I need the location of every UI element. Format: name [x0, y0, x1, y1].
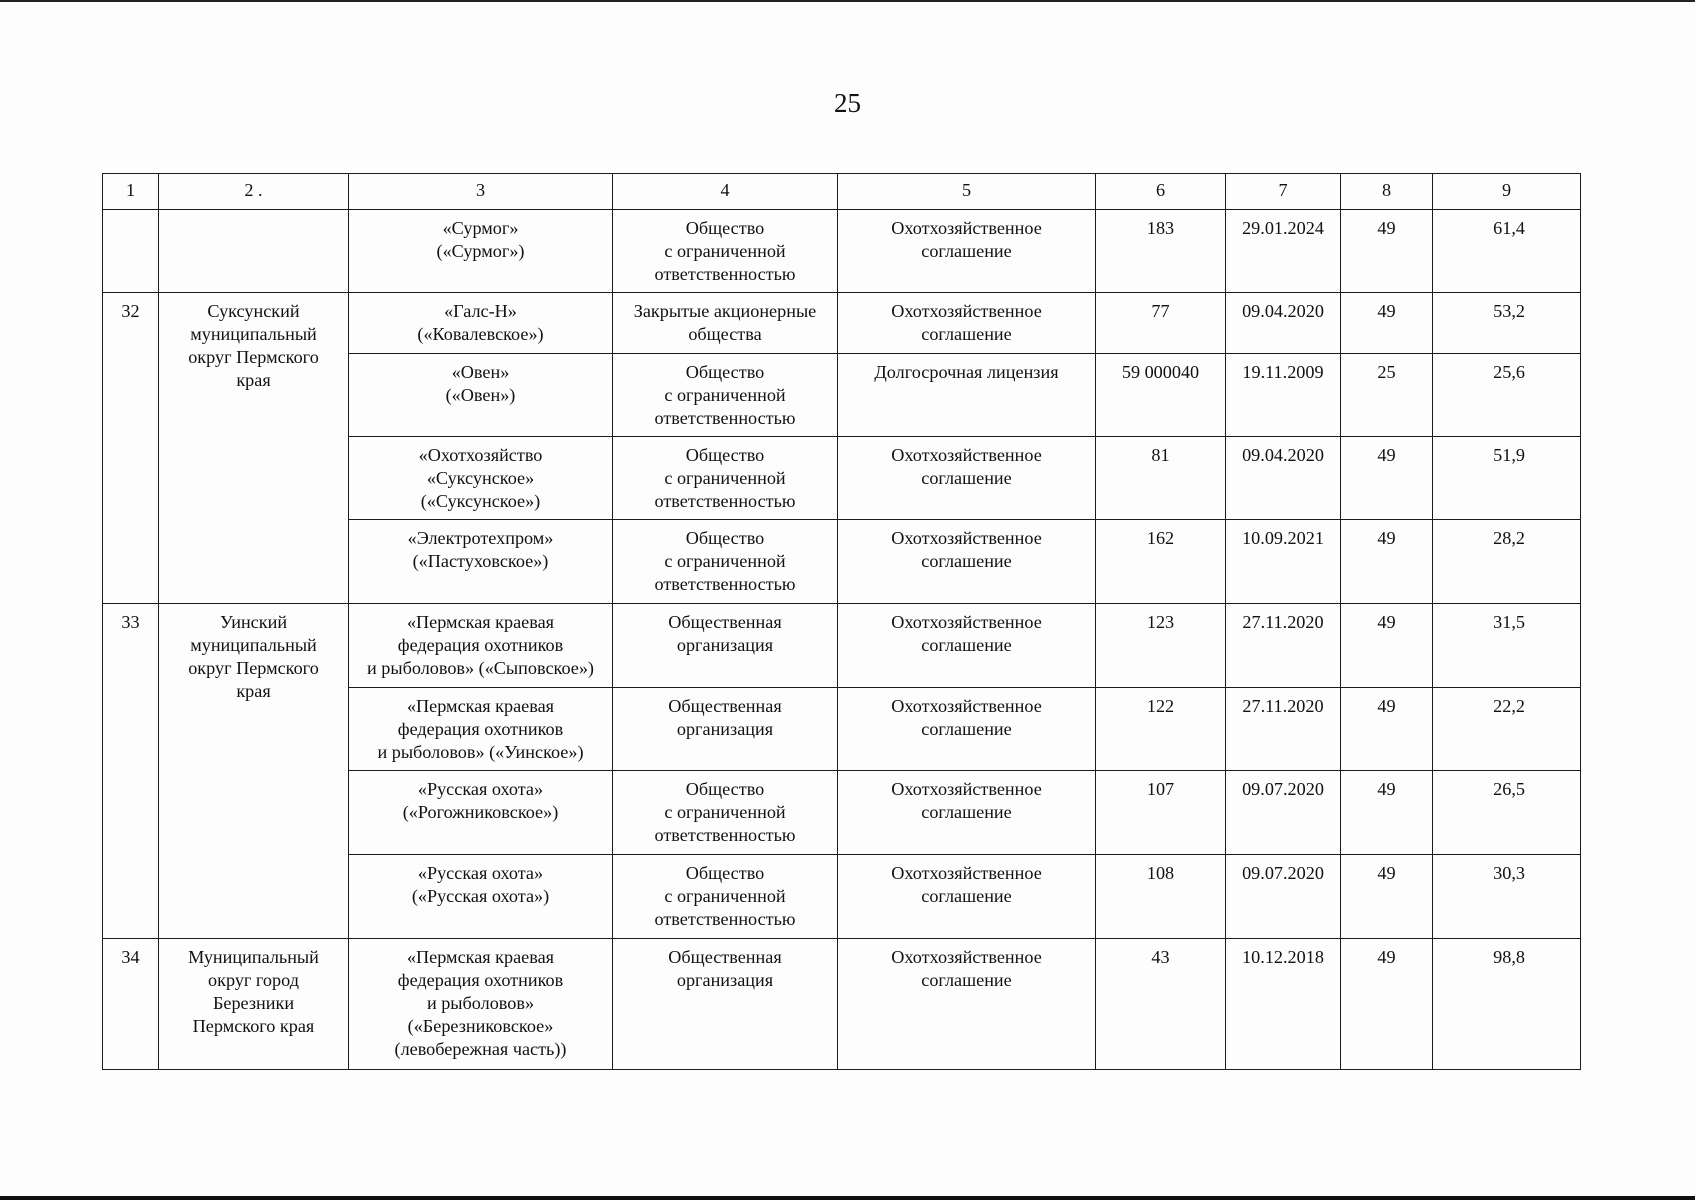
header-cell: 4	[613, 174, 838, 210]
hunting-ground-cell: «Русская охота» («Русская охота»)	[349, 855, 613, 939]
document-type-cell: Охотхозяйственное соглашение	[838, 771, 1096, 855]
district-cell	[159, 210, 349, 293]
document-type-cell: Охотхозяйственное соглашение	[838, 437, 1096, 520]
area-cell: 51,9	[1433, 437, 1581, 520]
organization-type-cell: Общество с ограниченной ответственностью	[613, 437, 838, 520]
area-cell: 31,5	[1433, 604, 1581, 688]
term-cell: 49	[1341, 771, 1433, 855]
document-date-cell: 09.04.2020	[1226, 293, 1341, 354]
document-number-cell: 123	[1096, 604, 1226, 688]
document-number-cell: 59 000040	[1096, 354, 1226, 437]
document-type-cell: Охотхозяйственное соглашение	[838, 210, 1096, 293]
page-number: 25	[834, 88, 861, 118]
hunting-ground-cell: «Сурмог» («Сурмог»)	[349, 210, 613, 293]
document-number-cell: 107	[1096, 771, 1226, 855]
table-row	[103, 604, 1581, 688]
document-number-cell: 122	[1096, 688, 1226, 771]
row-number-cell: 34	[103, 939, 159, 1070]
document-date-cell: 10.12.2018	[1226, 939, 1341, 1070]
document-date-cell: 29.01.2024	[1226, 210, 1341, 293]
row-number-cell: 32	[103, 293, 159, 604]
row-number-cell	[103, 210, 159, 293]
term-cell: 49	[1341, 210, 1433, 293]
document-date-cell: 10.09.2021	[1226, 520, 1341, 604]
scan-edge-top	[0, 0, 1695, 2]
document-date-cell: 27.11.2020	[1226, 688, 1341, 771]
area-cell: 26,5	[1433, 771, 1581, 855]
document-number-cell: 183	[1096, 210, 1226, 293]
term-cell: 49	[1341, 939, 1433, 1070]
document-type-cell: Охотхозяйственное соглашение	[838, 293, 1096, 354]
organization-type-cell: Общество с ограниченной ответственностью	[613, 520, 838, 604]
hunting-ground-cell: «Русская охота» («Рогожниковское»)	[349, 771, 613, 855]
hunting-ground-cell: «Пермская краевая федерация охотников и рыболовов» («Сыповское»)	[349, 604, 613, 688]
organization-type-cell: Закрытые акционерные общества	[613, 293, 838, 354]
table-row	[103, 293, 1581, 354]
area-cell: 22,2	[1433, 688, 1581, 771]
organization-type-cell: Общество с ограниченной ответственностью	[613, 354, 838, 437]
header-cell: 3	[349, 174, 613, 210]
district-cell: Уинский муниципальный округ Пермского края	[159, 604, 349, 939]
document-type-cell: Охотхозяйственное соглашение	[838, 855, 1096, 939]
term-cell: 49	[1341, 604, 1433, 688]
document-date-cell: 09.04.2020	[1226, 437, 1341, 520]
document-number-cell: 108	[1096, 855, 1226, 939]
area-cell: 98,8	[1433, 939, 1581, 1070]
header-cell: 7	[1226, 174, 1341, 210]
term-cell: 25	[1341, 354, 1433, 437]
hunting-ground-cell: «Галс-Н» («Ковалевское»)	[349, 293, 613, 354]
hunting-ground-cell: «Пермская краевая федерация охотников и рыболовов» («Березниковское» (левобережная часть))	[349, 939, 613, 1070]
header-cell: 2 .	[159, 174, 349, 210]
document-type-cell: Охотхозяйственное соглашение	[838, 688, 1096, 771]
hunting-ground-cell: «Овен» («Овен»)	[349, 354, 613, 437]
document-date-cell: 09.07.2020	[1226, 855, 1341, 939]
header-cell: 8	[1341, 174, 1433, 210]
document-date-cell: 09.07.2020	[1226, 771, 1341, 855]
term-cell: 49	[1341, 520, 1433, 604]
document-date-cell: 27.11.2020	[1226, 604, 1341, 688]
document-type-cell: Охотхозяйственное соглашение	[838, 604, 1096, 688]
organization-type-cell: Общество с ограниченной ответственностью	[613, 771, 838, 855]
district-cell: Суксунский муниципальный округ Пермского края	[159, 293, 349, 604]
area-cell: 61,4	[1433, 210, 1581, 293]
term-cell: 49	[1341, 293, 1433, 354]
document-number-cell: 81	[1096, 437, 1226, 520]
term-cell: 49	[1341, 437, 1433, 520]
organization-type-cell: Общество с ограниченной ответственностью	[613, 210, 838, 293]
document-number-cell: 43	[1096, 939, 1226, 1070]
organization-type-cell: Общественная организация	[613, 688, 838, 771]
header-cell: 5	[838, 174, 1096, 210]
row-number-cell: 33	[103, 604, 159, 939]
organization-type-cell: Общественная организация	[613, 939, 838, 1070]
hunting-ground-cell: «Охотхозяйство «Суксунское» («Суксунское»)	[349, 437, 613, 520]
document-type-cell: Долгосрочная лицензия	[838, 354, 1096, 437]
area-cell: 28,2	[1433, 520, 1581, 604]
table-row	[103, 210, 1581, 293]
header-cell: 9	[1433, 174, 1581, 210]
term-cell: 49	[1341, 688, 1433, 771]
scan-edge-bottom	[0, 1196, 1695, 1200]
table-row	[103, 939, 1581, 1070]
header-cell: 1	[103, 174, 159, 210]
document-number-cell: 162	[1096, 520, 1226, 604]
hunting-ground-cell: «Электротехпром» («Пастуховское»)	[349, 520, 613, 604]
area-cell: 30,3	[1433, 855, 1581, 939]
document-number-cell: 77	[1096, 293, 1226, 354]
hunting-ground-cell: «Пермская краевая федерация охотников и рыболовов» («Уинское»)	[349, 688, 613, 771]
area-cell: 53,2	[1433, 293, 1581, 354]
district-cell: Муниципальный округ город Березники Пермского края	[159, 939, 349, 1070]
area-cell: 25,6	[1433, 354, 1581, 437]
document-type-cell: Охотхозяйственное соглашение	[838, 939, 1096, 1070]
organization-type-cell: Общественная организация	[613, 604, 838, 688]
organization-type-cell: Общество с ограниченной ответственностью	[613, 855, 838, 939]
table-header-row	[103, 174, 1581, 210]
registry-table	[102, 173, 1581, 1070]
header-cell: 6	[1096, 174, 1226, 210]
document-type-cell: Охотхозяйственное соглашение	[838, 520, 1096, 604]
term-cell: 49	[1341, 855, 1433, 939]
document-date-cell: 19.11.2009	[1226, 354, 1341, 437]
